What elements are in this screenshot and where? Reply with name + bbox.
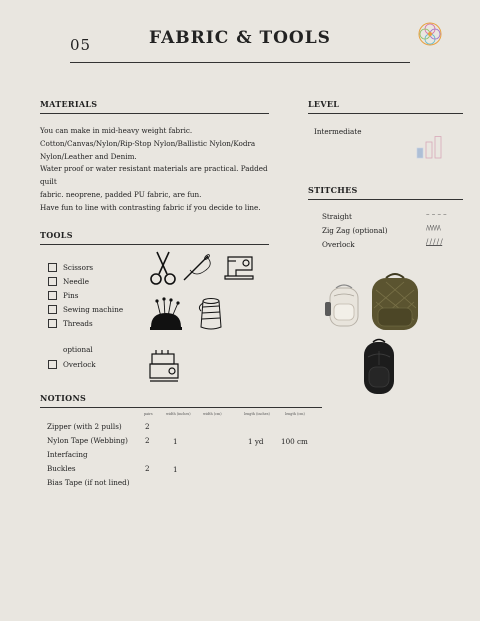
notion-name: Interfacing [47,450,88,459]
notions-col-length-cm: length (cm) [285,412,305,416]
materials-line: You can make in mid-heavy weight fabric. [40,126,193,135]
backpack-olive-image [364,270,426,332]
notions-col-length-in: length (inches) [244,412,270,416]
stitch-pattern: / / / / / [426,238,443,246]
notion-width-in: 1 [173,437,178,446]
checkbox-needle[interactable] [48,277,57,286]
materials-line: Water proof or water resistant materials are practical. Padded quilt [40,164,268,187]
stitches-heading: STITCHES [308,185,358,195]
level-divider [308,113,463,114]
stitches-divider [308,199,463,200]
checkbox-pins[interactable] [48,291,57,300]
optional-label: optional [63,345,93,354]
materials-line: Have fun to line with contrasting fabric if you decide to line. [40,202,261,212]
notion-name: Bias Tape (if not lined) [47,478,130,487]
stitch-label: Straight [322,212,352,221]
tool-item-sewing-machine: Sewing machine [63,305,124,314]
notion-pairs: 2 [145,464,150,473]
thread-spool-icon [197,297,225,331]
scissors-icon [148,250,178,286]
notion-name: Buckles [47,464,76,473]
overlock-machine-icon [148,350,182,384]
sewing-machine-icon [222,254,256,280]
materials-line: Nylon/Leather and Denim. [40,151,137,161]
materials-text [40,125,280,215]
mandala-logo-icon [418,22,442,46]
notion-length-cm: 100 cm [281,437,308,446]
needle-icon [180,250,214,284]
checkbox-threads[interactable] [48,319,57,328]
notions-col-width-cm: width (cm) [203,412,222,416]
tool-item-pins: Pins [63,291,79,300]
notion-pairs: 2 [145,436,150,445]
notion-pairs: 2 [145,422,150,431]
checkbox-scissors[interactable] [48,263,57,272]
pincushion-icon [148,297,184,331]
checkbox-sewing-machine[interactable] [48,305,57,314]
header-divider [70,62,410,63]
materials-line: Cotton/Canvas/Nylon/Rip-Stop Nylon/Ballistic Nylon/Kodra [40,138,256,148]
materials-divider [40,113,269,114]
tool-item-needle: Needle [63,277,89,286]
page-title: FABRIC & TOOLS [149,28,331,48]
notions-col-pairs: pairs [144,412,153,416]
notion-name: Zipper (with 2 pulls) [47,422,122,431]
tool-item-scissors: Scissors [63,263,94,272]
backpack-black-image [360,337,398,395]
notions-divider [40,407,322,408]
notion-length-in: 1 yd [248,437,264,446]
notion-width-in: 1 [173,465,178,474]
stitch-pattern: – – – – [426,210,447,218]
notions-heading: NOTIONS [40,393,87,403]
stitch-label: Zig Zag (optional) [322,226,388,235]
stitch-label: Overlock [322,240,355,249]
materials-heading: MATERIALS [40,99,98,109]
level-value: Intermediate [314,127,362,136]
stitch-pattern: /\/\/\/\/\ [426,225,441,232]
notion-name: Nylon Tape (Webbing) [47,436,128,445]
tools-divider [40,244,269,245]
materials-line: fabric. neoprene, padded PU fabric, are fun. [40,189,202,199]
checkbox-overlock[interactable] [48,360,57,369]
page-number: 05 [70,36,92,54]
tool-item-threads: Threads [63,319,93,328]
tools-heading: TOOLS [40,230,73,240]
backpack-white-image [322,282,366,328]
notions-col-width-in: width (inches) [166,412,191,416]
level-bars-icon [416,136,444,160]
level-heading: LEVEL [308,99,340,109]
tool-item-overlock: Overlock [63,360,96,369]
